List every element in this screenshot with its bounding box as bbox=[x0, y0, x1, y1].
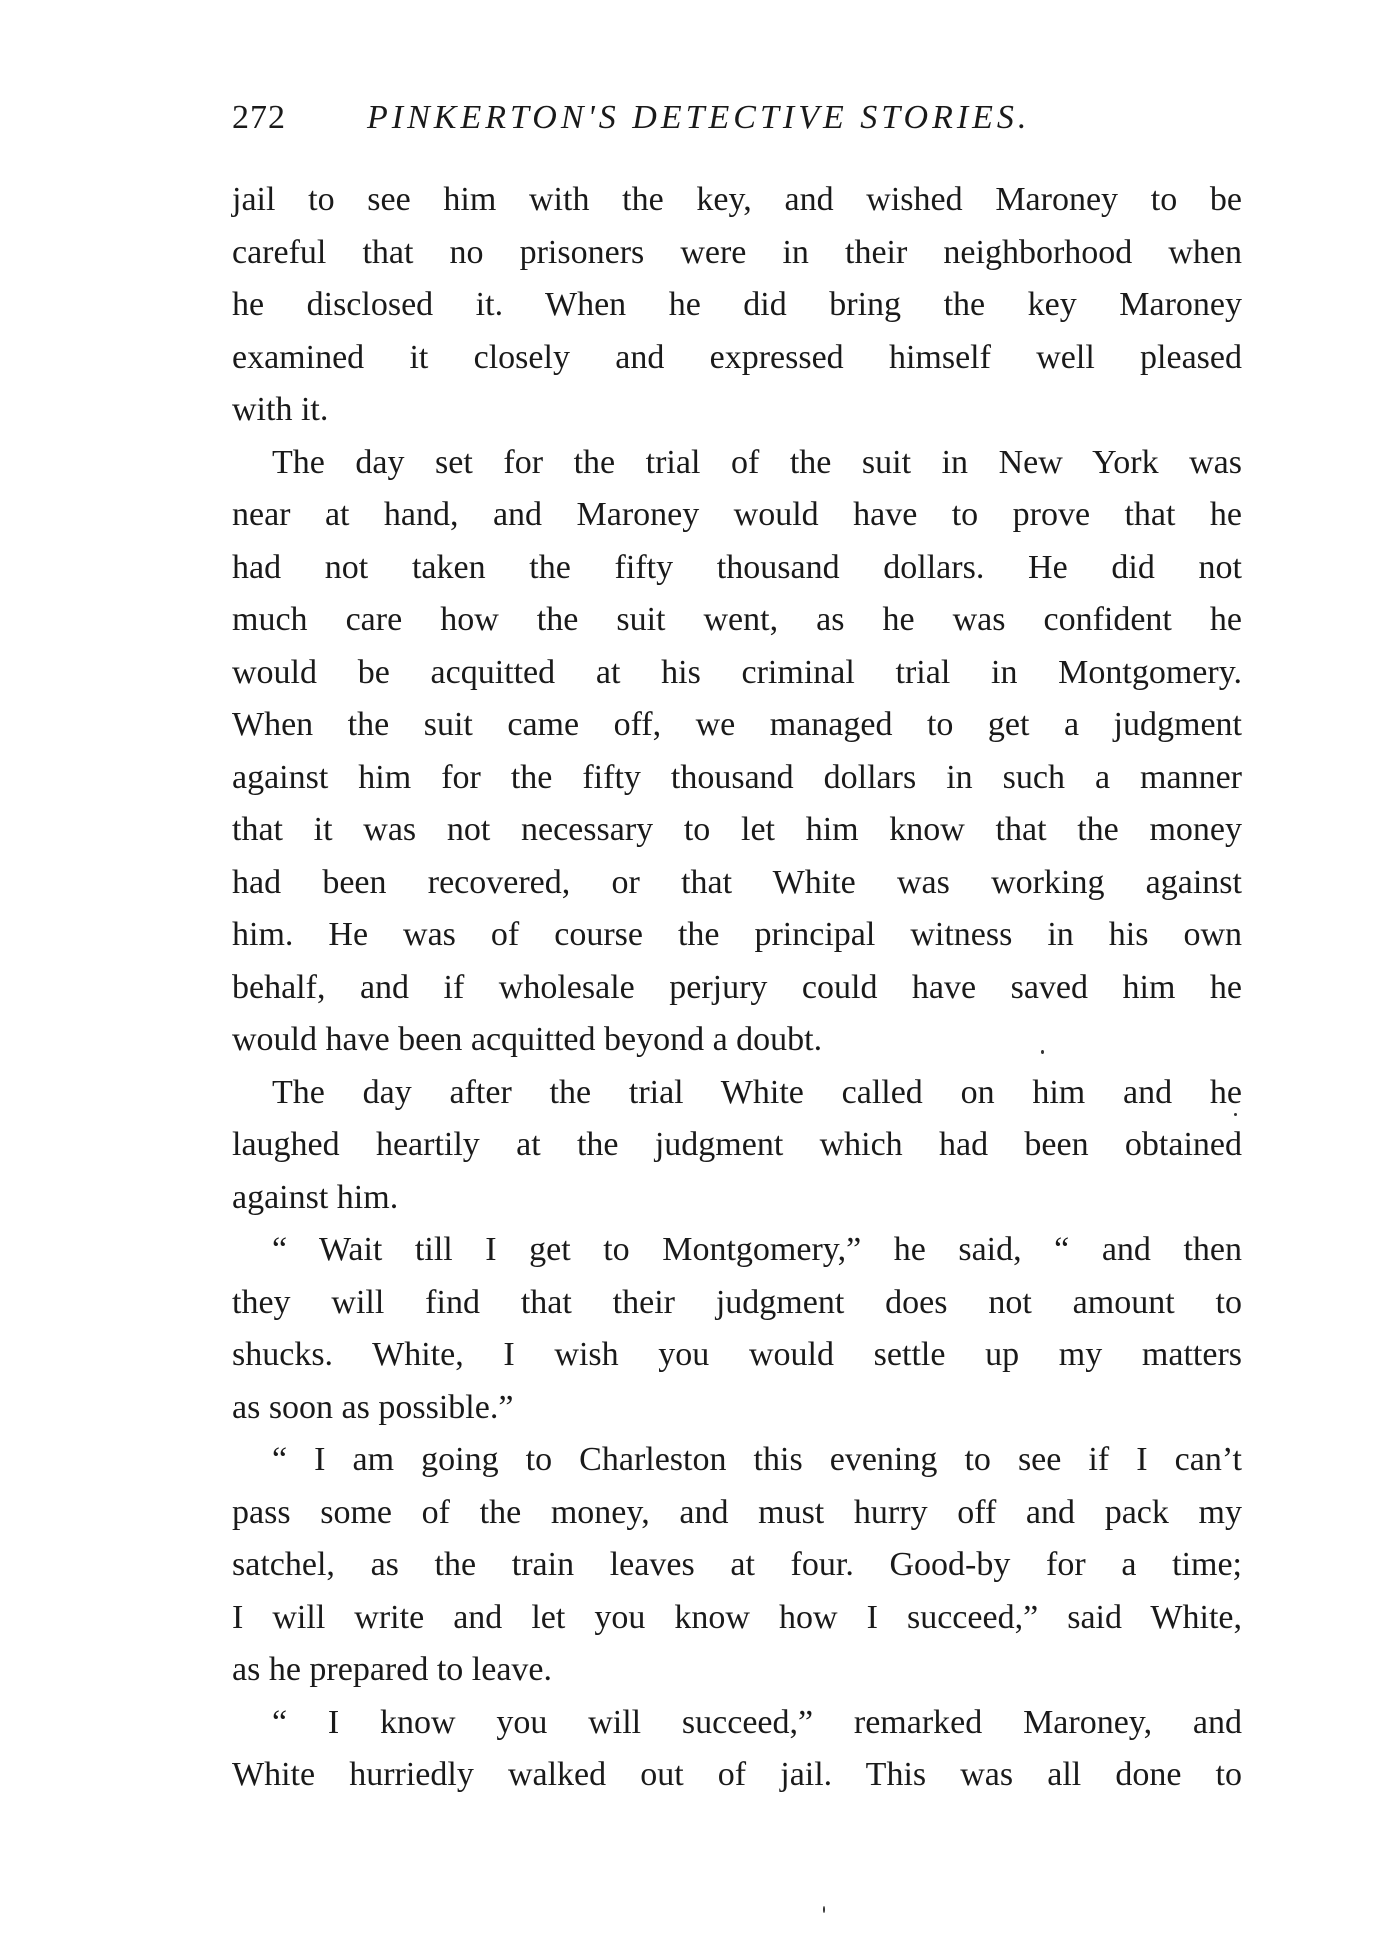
text-line: they will find that their judgment does not amount to bbox=[232, 1283, 1242, 1321]
text-line: with it. bbox=[232, 391, 329, 428]
page-header bbox=[232, 96, 1242, 140]
text-line: The day set for the trial of the suit in New York was bbox=[272, 443, 1242, 481]
running-title: PINKERTON'S DETECTIVE STORIES. bbox=[367, 99, 1031, 136]
text-line: laughed heartily at the judgment which had been obtained bbox=[232, 1126, 1242, 1163]
text-line: shucks. White, I wish you would settle up my matters bbox=[232, 1336, 1242, 1373]
print-speck bbox=[823, 1906, 825, 1913]
text-line: careful that no prisoners were in their neighborhood when bbox=[232, 233, 1242, 271]
text-line: When the suit came off, we managed to get a judgment bbox=[232, 706, 1242, 743]
text-line: “ I am going to Charleston this evening to see if I can’t bbox=[272, 1441, 1242, 1478]
text-line: “ Wait till I get to Montgomery,” he said, “ and then bbox=[272, 1231, 1242, 1268]
text-line: that it was not necessary to let him know that the money bbox=[232, 811, 1242, 848]
text-line: satchel, as the train leaves at four. Good-by for a time; bbox=[232, 1546, 1242, 1583]
print-speck bbox=[1234, 1113, 1237, 1116]
text-line: behalf, and if wholesale perjury could have saved him he bbox=[232, 968, 1242, 1006]
page-number: 272 bbox=[232, 99, 286, 136]
text-line: “ I know you will succeed,” remarked Maroney, and bbox=[272, 1703, 1242, 1741]
text-line: pass some of the money, and must hurry off and pack my bbox=[232, 1493, 1242, 1531]
text-line: as he prepared to leave. bbox=[232, 1651, 552, 1688]
text-line: jail to see him with the key, and wished Maroney to be bbox=[232, 181, 1242, 218]
text-line: examined it closely and expressed himself well pleased bbox=[232, 338, 1242, 376]
text-line: would have been acquitted beyond a doubt. bbox=[232, 1021, 823, 1058]
text-line: him. He was of course the principal witness in his own bbox=[232, 916, 1242, 953]
print-speck bbox=[1041, 1050, 1044, 1054]
text-line: he disclosed it. When he did bring the key Maroney bbox=[232, 286, 1242, 323]
text-line: would be acquitted at his criminal trial in Montgomery. bbox=[232, 653, 1242, 691]
body-text bbox=[232, 174, 1242, 1802]
text-line: White hurriedly walked out of jail. This was all done to bbox=[232, 1756, 1242, 1793]
text-line: The day after the trial White called on him and he bbox=[272, 1073, 1242, 1111]
text-line: had been recovered, or that White was working against bbox=[232, 863, 1242, 901]
text-line: I will write and let you know how I succeed,” said White, bbox=[232, 1598, 1242, 1636]
text-line: as soon as possible.” bbox=[232, 1388, 514, 1426]
text-line: had not taken the fifty thousand dollars. He did not bbox=[232, 548, 1242, 586]
text-line: near at hand, and Maroney would have to prove that he bbox=[232, 496, 1242, 533]
text-line: against him. bbox=[232, 1178, 399, 1216]
text-line: much care how the suit went, as he was confident he bbox=[232, 601, 1242, 638]
text-line: against him for the fifty thousand dollars in such a manner bbox=[232, 758, 1242, 796]
